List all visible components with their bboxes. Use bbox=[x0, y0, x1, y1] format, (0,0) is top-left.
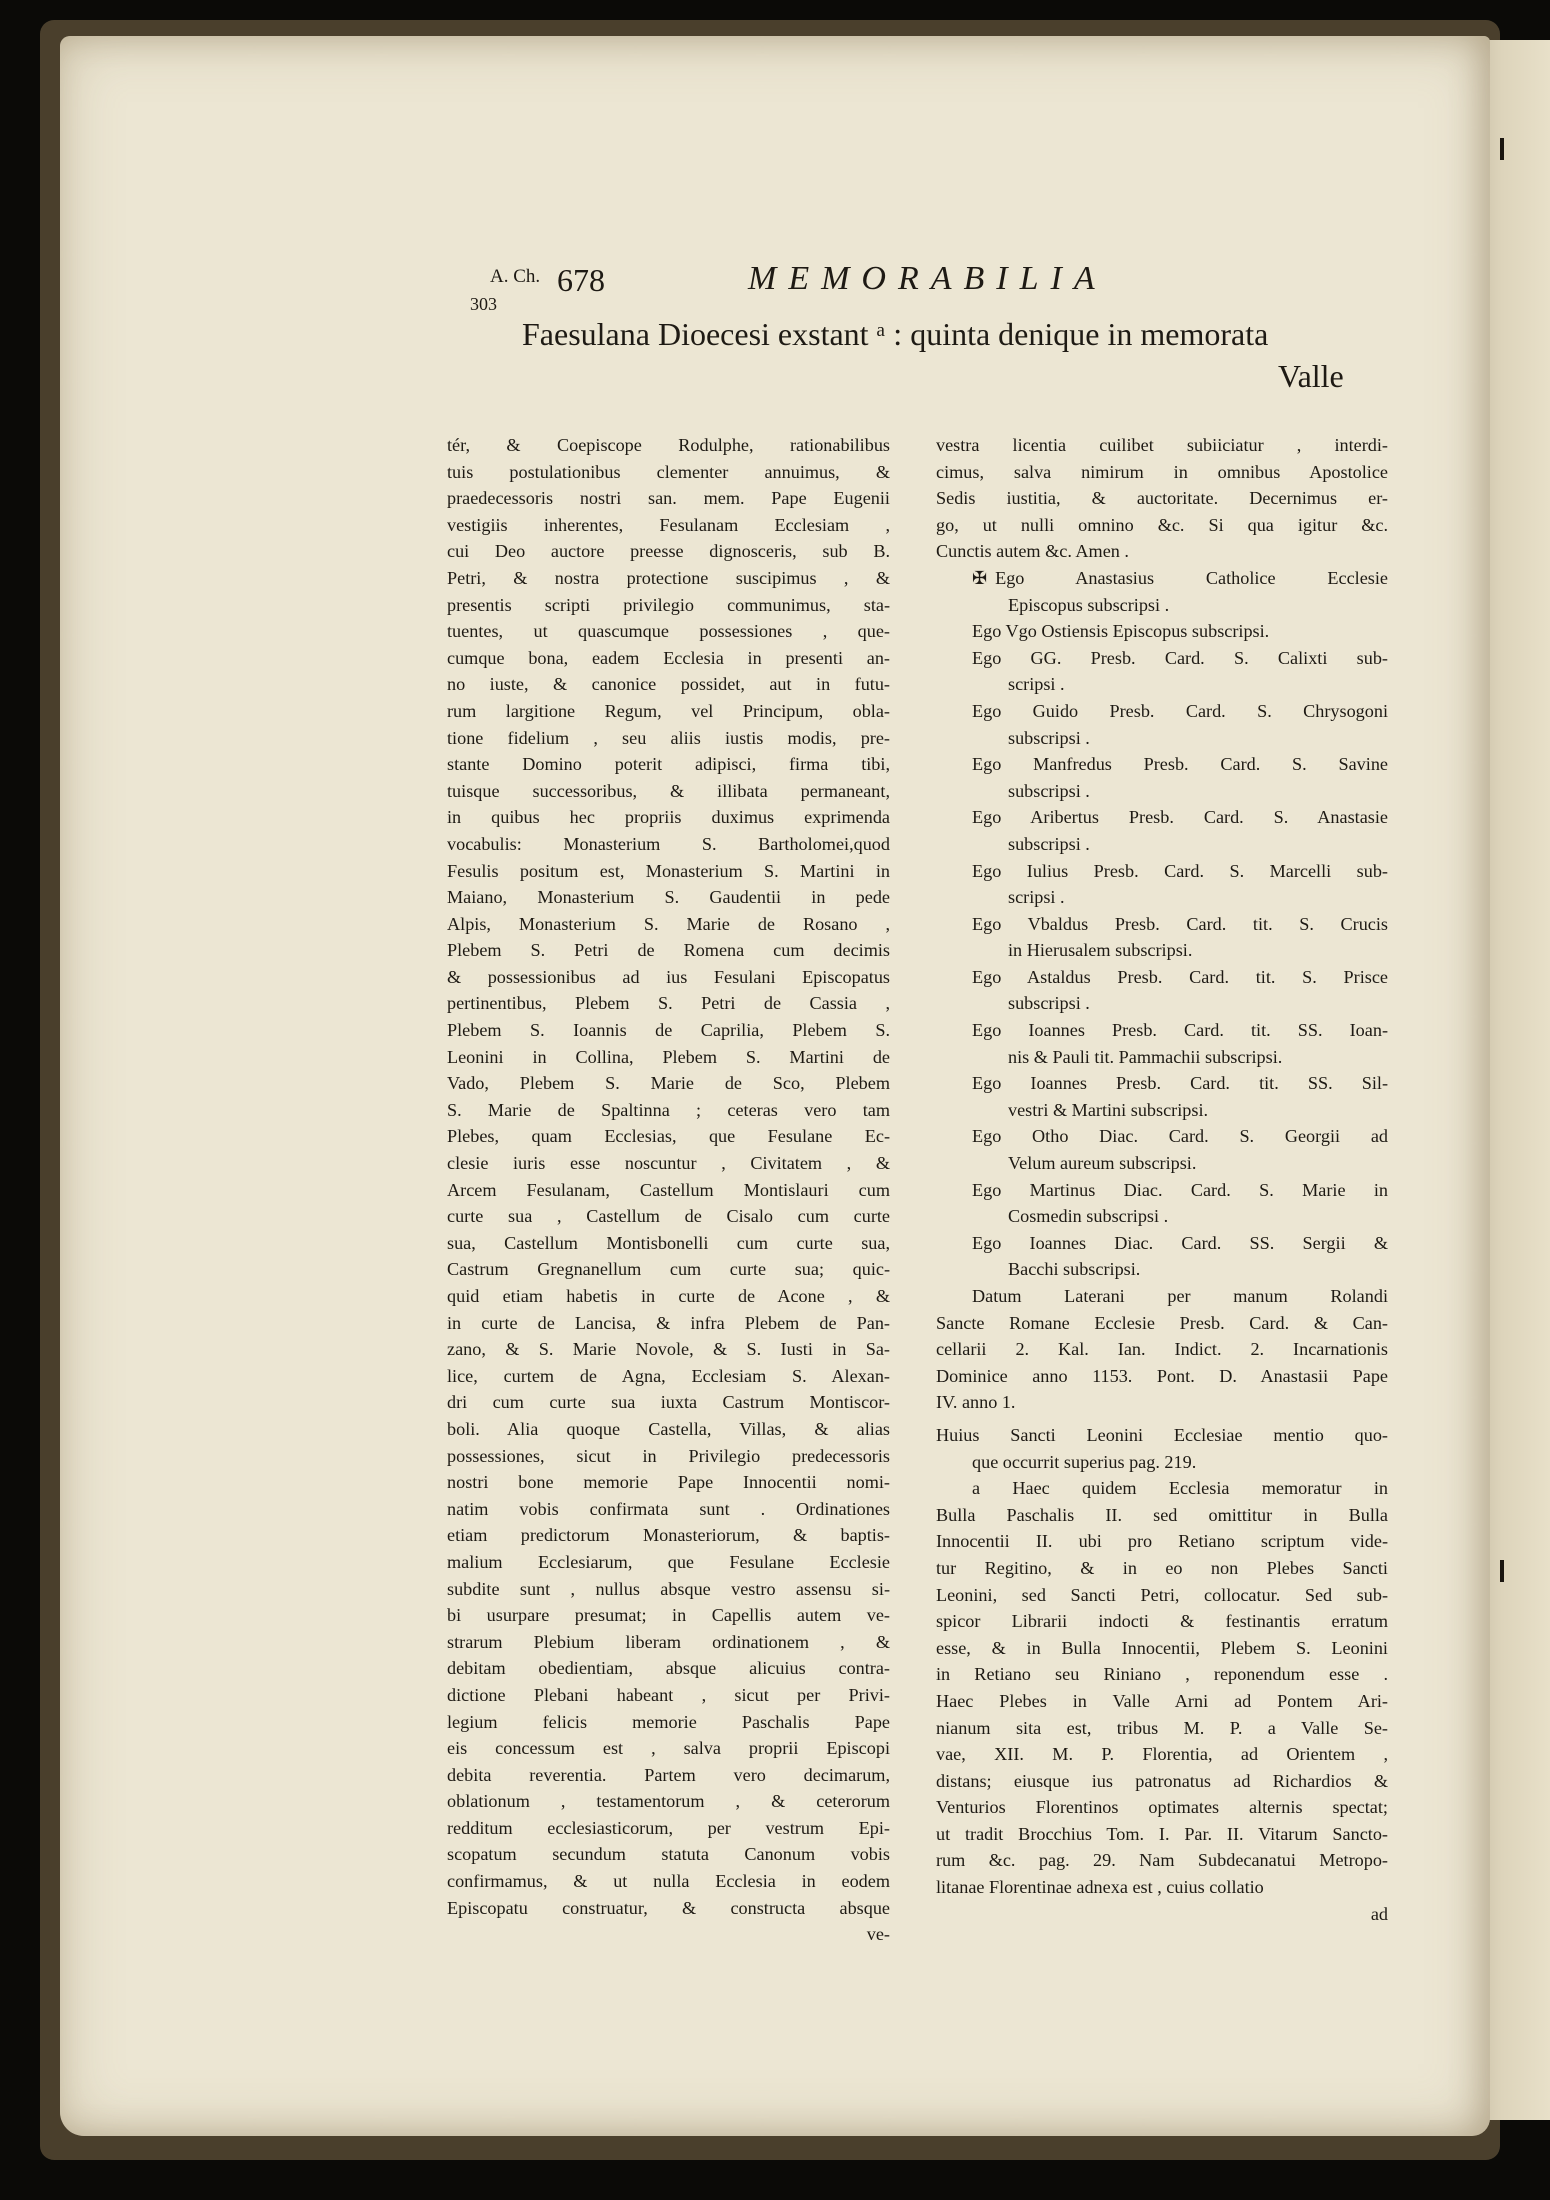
text-line: Ego Otho Diac. Card. S. Georgii ad bbox=[972, 1126, 1388, 1147]
left-text-column bbox=[447, 432, 890, 1948]
text-line: Sedis iustitia, & auctoritate. Decernimus er- bbox=[936, 488, 1388, 509]
text-line: oblationum , testamentorum , & ceterorum bbox=[447, 1791, 890, 1812]
text-line: cui Deo auctore preesse dignosceris, sub B. bbox=[447, 541, 890, 562]
text-line: rum &c. pag. 29. Nam Subdecanatui Metropo- bbox=[936, 1850, 1388, 1871]
text-line: Innocentii II. ubi pro Retiano scriptum vide- bbox=[936, 1531, 1388, 1552]
text-line: pertinentibus, Plebem S. Petri de Cassia , bbox=[447, 993, 890, 1014]
text-line: Ego Vgo Ostiensis Episcopus subscripsi. bbox=[972, 621, 1270, 642]
text-line: in Retiano seu Riniano , reponendum esse . bbox=[936, 1664, 1388, 1685]
text-line: in curte de Lancisa, & infra Plebem de Pan- bbox=[447, 1312, 890, 1333]
text-line: subscripsi . bbox=[1008, 780, 1090, 801]
text-line: litanae Florentinae adnexa est , cuius collatio bbox=[936, 1877, 1264, 1898]
text-line: tér, & Coepiscope Rodulphe, rationabilibus bbox=[447, 435, 890, 455]
text-line: Huius Sancti Leonini Ecclesiae mentio quo- bbox=[936, 1424, 1388, 1445]
text-line: presentis scripti privilegio communimus, sta- bbox=[447, 594, 890, 615]
text-line: quid etiam habetis in curte de Acone , & bbox=[447, 1286, 890, 1306]
text-line: Alpis, Monasterium S. Marie de Rosano , bbox=[447, 913, 890, 934]
text-line: Bulla Paschalis II. sed omittitur in Bulla bbox=[936, 1504, 1388, 1525]
text-line: scopatum secundum statuta Canonum vobis bbox=[447, 1844, 890, 1865]
page-number: 678 bbox=[557, 262, 605, 298]
text-line: debitam obedientiam, absque alicuius contra- bbox=[447, 1658, 890, 1679]
page-edge-mark bbox=[1500, 1560, 1504, 1582]
right-text-column bbox=[936, 432, 1388, 1927]
text-line: cumque bona, eadem Ecclesia in presenti an- bbox=[447, 647, 890, 668]
text-line: natim vobis confirmata sunt . Ordinationes bbox=[447, 1498, 890, 1519]
text-line: Cunctis autem &c. Amen . bbox=[936, 541, 1129, 562]
text-line: subscripsi . bbox=[1008, 993, 1090, 1014]
text-line: possessiones, sicut in Privilegio predecessoris bbox=[447, 1445, 890, 1466]
text-line: subscripsi . bbox=[1008, 833, 1090, 854]
text-line: Ego Ioannes Presb. Card. tit. SS. Sil- bbox=[972, 1073, 1388, 1094]
text-line: zano, & S. Marie Novole, & S. Iusti in Sa- bbox=[447, 1339, 890, 1360]
text-line: Arcem Fesulanam, Castellum Montislauri cum bbox=[447, 1179, 890, 1200]
heading-line-2: Valle bbox=[1278, 358, 1344, 394]
text-line: tuisque successoribus, & illibata permaneant, bbox=[447, 780, 890, 801]
text-line: Haec Plebes in Valle Arni ad Pontem Ari- bbox=[936, 1690, 1388, 1711]
text-line: nianum sita est, tribus M. P. a Valle Se- bbox=[936, 1717, 1388, 1738]
text-line: dri cum curte sua iuxta Castrum Montiscor- bbox=[447, 1392, 890, 1413]
text-line: cellarii 2. Kal. Ian. Indict. 2. Incarnationis bbox=[936, 1339, 1388, 1360]
text-line: scripsi . bbox=[1008, 887, 1065, 908]
text-line: vocabulis: Monasterium S. Bartholomei,quod bbox=[447, 833, 890, 854]
text-line: rum largitione Regum, vel Principum, obla- bbox=[447, 700, 890, 721]
text-line: etiam predictorum Monasteriorum, & baptis- bbox=[447, 1525, 890, 1546]
text-line: tione fidelium , seu aliis iustis modis, pre- bbox=[447, 727, 890, 748]
text-line: in Hierusalem subscripsi. bbox=[1008, 940, 1193, 961]
text-line: & possessionibus ad ius Fesulani Episcopatus bbox=[447, 966, 890, 987]
text-line: Maiano, Monasterium S. Gaudentii in pede bbox=[447, 887, 890, 908]
text-line: Vado, Plebem S. Marie de Sco, Plebem bbox=[447, 1073, 890, 1094]
text-line: boli. Alia quoque Castella, Villas, & alias bbox=[447, 1418, 890, 1439]
text-line: in quibus hec propriis duximus exprimenda bbox=[447, 807, 890, 828]
text-line: Ego Martinus Diac. Card. S. Marie in bbox=[972, 1179, 1388, 1200]
text-line: Velum aureum subscripsi. bbox=[1008, 1153, 1197, 1174]
text-line: Petri, & nostra protectione suscipimus , & bbox=[447, 567, 890, 588]
text-line: subdite sunt , nullus absque vestro assensu si- bbox=[447, 1578, 890, 1599]
text-line: Ego Aribertus Presb. Card. S. Anastasie bbox=[972, 807, 1388, 828]
text-line: spicor Librarii indocti & festinantis erratum bbox=[936, 1611, 1388, 1632]
text-line: praedecessoris nostri san. mem. Pape Eugenii bbox=[447, 488, 890, 509]
cross-icon: ✠ bbox=[972, 567, 988, 588]
text-line: Plebes, quam Ecclesias, que Fesulane Ec- bbox=[447, 1126, 890, 1147]
text-line: stante Domino poterit adipisci, firma tibi, bbox=[447, 754, 890, 775]
text-line: IV. anno 1. bbox=[936, 1392, 1016, 1413]
text-line: vestri & Martini subscripsi. bbox=[1008, 1099, 1209, 1120]
text-line: esse, & in Bulla Innocentii, Plebem S. Leonini bbox=[936, 1637, 1388, 1658]
text-line: Castrum Gregnanellum cum curte sua; quic- bbox=[447, 1259, 890, 1280]
text-line: legium felicis memorie Paschalis Pape bbox=[447, 1711, 890, 1732]
text-line: distans; eiusque ius patronatus ad Richardios & bbox=[936, 1770, 1388, 1791]
text-line: go, ut nulli omnino &c. Si qua igitur &c. bbox=[936, 514, 1388, 535]
text-line: clesie iuris esse noscuntur , Civitatem , & bbox=[447, 1153, 890, 1174]
text-line: sua, Castellum Montisbonelli cum curte sua, bbox=[447, 1232, 890, 1253]
text-line: tuentes, ut quascumque possessiones , que- bbox=[447, 621, 890, 642]
text-line: Ego Iulius Presb. Card. S. Marcelli sub- bbox=[972, 860, 1388, 881]
text-line: nis & Pauli tit. Pammachii subscripsi. bbox=[1008, 1046, 1283, 1067]
text-line: Venturios Florentinos optimates alternis spectat; bbox=[936, 1797, 1388, 1818]
text-line: ad bbox=[1370, 1903, 1388, 1924]
text-line: Episcopatu construatur, & constructa absque bbox=[447, 1897, 890, 1918]
text-line: Cosmedin subscripsi . bbox=[1008, 1206, 1169, 1227]
text-line: eis concessum est , salva proprii Episcopi bbox=[447, 1738, 890, 1759]
text-line: Ego Manfredus Presb. Card. S. Savine bbox=[972, 754, 1388, 775]
text-line: Ego Vbaldus Presb. Card. tit. S. Crucis bbox=[972, 913, 1388, 934]
margin-note-year-label: A. Ch. bbox=[490, 266, 541, 287]
text-line: Fesulis positum est, Monasterium S. Martini in bbox=[447, 860, 890, 881]
text-line: Datum Laterani per manum Rolandi bbox=[972, 1286, 1388, 1306]
text-line bbox=[936, 565, 1388, 592]
text-line: vae, XII. M. P. Florentia, ad Orientem , bbox=[936, 1744, 1388, 1765]
text-line: Bacchi subscripsi. bbox=[1008, 1259, 1141, 1280]
text-line: ve- bbox=[866, 1924, 890, 1945]
text-line: ut tradit Brocchius Tom. I. Par. II. Vitarum Sancto- bbox=[936, 1823, 1388, 1844]
margin-note-year: 303 bbox=[470, 294, 497, 314]
text-line: Ego Ioannes Diac. Card. SS. Sergii & bbox=[972, 1232, 1388, 1253]
text-line: redditum ecclesiasticorum, per vestrum Epi- bbox=[447, 1817, 890, 1838]
text-line: lice, curtem de Agna, Ecclesiam S. Alexan- bbox=[447, 1365, 890, 1386]
text-line: confirmamus, & ut nulla Ecclesia in eodem bbox=[447, 1871, 890, 1892]
text-line: curte sua , Castellum de Cisalo cum curte bbox=[447, 1206, 890, 1227]
text-line: cimus, salva nimirum in omnibus Apostolice bbox=[936, 461, 1388, 482]
text-line: debita reverentia. Partem vero decimarum, bbox=[447, 1764, 890, 1785]
text-line: Dominice anno 1153. Pont. D. Anastasii Pape bbox=[936, 1365, 1388, 1386]
text-line: Sancte Romane Ecclesie Presb. Card. & Can- bbox=[936, 1312, 1388, 1333]
text-line: a Haec quidem Ecclesia memoratur in bbox=[972, 1478, 1388, 1499]
text-line: strarum Plebium liberam ordinationem , & bbox=[447, 1631, 890, 1652]
text-line: tur Regitino, & in eo non Plebes Sancti bbox=[936, 1557, 1388, 1578]
text-line: Ego Guido Presb. Card. S. Chrysogoni bbox=[972, 700, 1388, 721]
running-title: MEMORABILIA bbox=[748, 260, 1107, 297]
text-line: Ego Ioannes Presb. Card. tit. SS. Ioan- bbox=[972, 1020, 1388, 1041]
text-line: no iuste, & canonice possidet, aut in futu- bbox=[447, 674, 890, 695]
page-edge-mark bbox=[1500, 138, 1504, 160]
text-line: Leonini, sed Sancti Petri, collocatur. Sed sub- bbox=[936, 1584, 1388, 1605]
text-line: dictione Plebani habeant , sicut per Privi- bbox=[447, 1684, 890, 1705]
text-line: scripsi . bbox=[1008, 674, 1065, 695]
text-line: Plebem S. Petri de Romena cum decimis bbox=[447, 940, 890, 961]
text-line: S. Marie de Spaltinna ; ceteras vero tam bbox=[447, 1099, 890, 1120]
heading-line-1: Faesulana Dioecesi exstant ᵃ : quinta denique in memorata bbox=[522, 316, 1269, 352]
text-line: Ego GG. Presb. Card. S. Calixti sub- bbox=[972, 647, 1388, 668]
text-line: Plebem S. Ioannis de Caprilia, Plebem S. bbox=[447, 1020, 890, 1041]
text-line: vestra licentia cuilibet subiiciatur , interdi- bbox=[936, 435, 1388, 455]
text-line: tuis postulationibus clementer annuimus, & bbox=[447, 461, 890, 482]
text-line: que occurrit superius pag. 219. bbox=[972, 1451, 1197, 1472]
text-line: vestigiis inherentes, Fesulanam Ecclesiam , bbox=[447, 514, 890, 535]
text-line-content: Ego Anastasius Catholice Ecclesie bbox=[995, 567, 1388, 588]
text-line: Ego Astaldus Presb. Card. tit. S. Prisce bbox=[972, 966, 1388, 987]
text-line: bi usurpare presumat; in Capellis autem ve- bbox=[447, 1605, 890, 1626]
text-line: nostri bone memorie Pape Innocentii nomi- bbox=[447, 1472, 890, 1493]
text-line: Episcopus subscripsi . bbox=[1008, 594, 1170, 615]
text-line: subscripsi . bbox=[1008, 727, 1090, 748]
text-line: malium Ecclesiarum, que Fesulane Ecclesie bbox=[447, 1551, 890, 1572]
text-line: Leonini in Collina, Plebem S. Martini de bbox=[447, 1046, 890, 1067]
